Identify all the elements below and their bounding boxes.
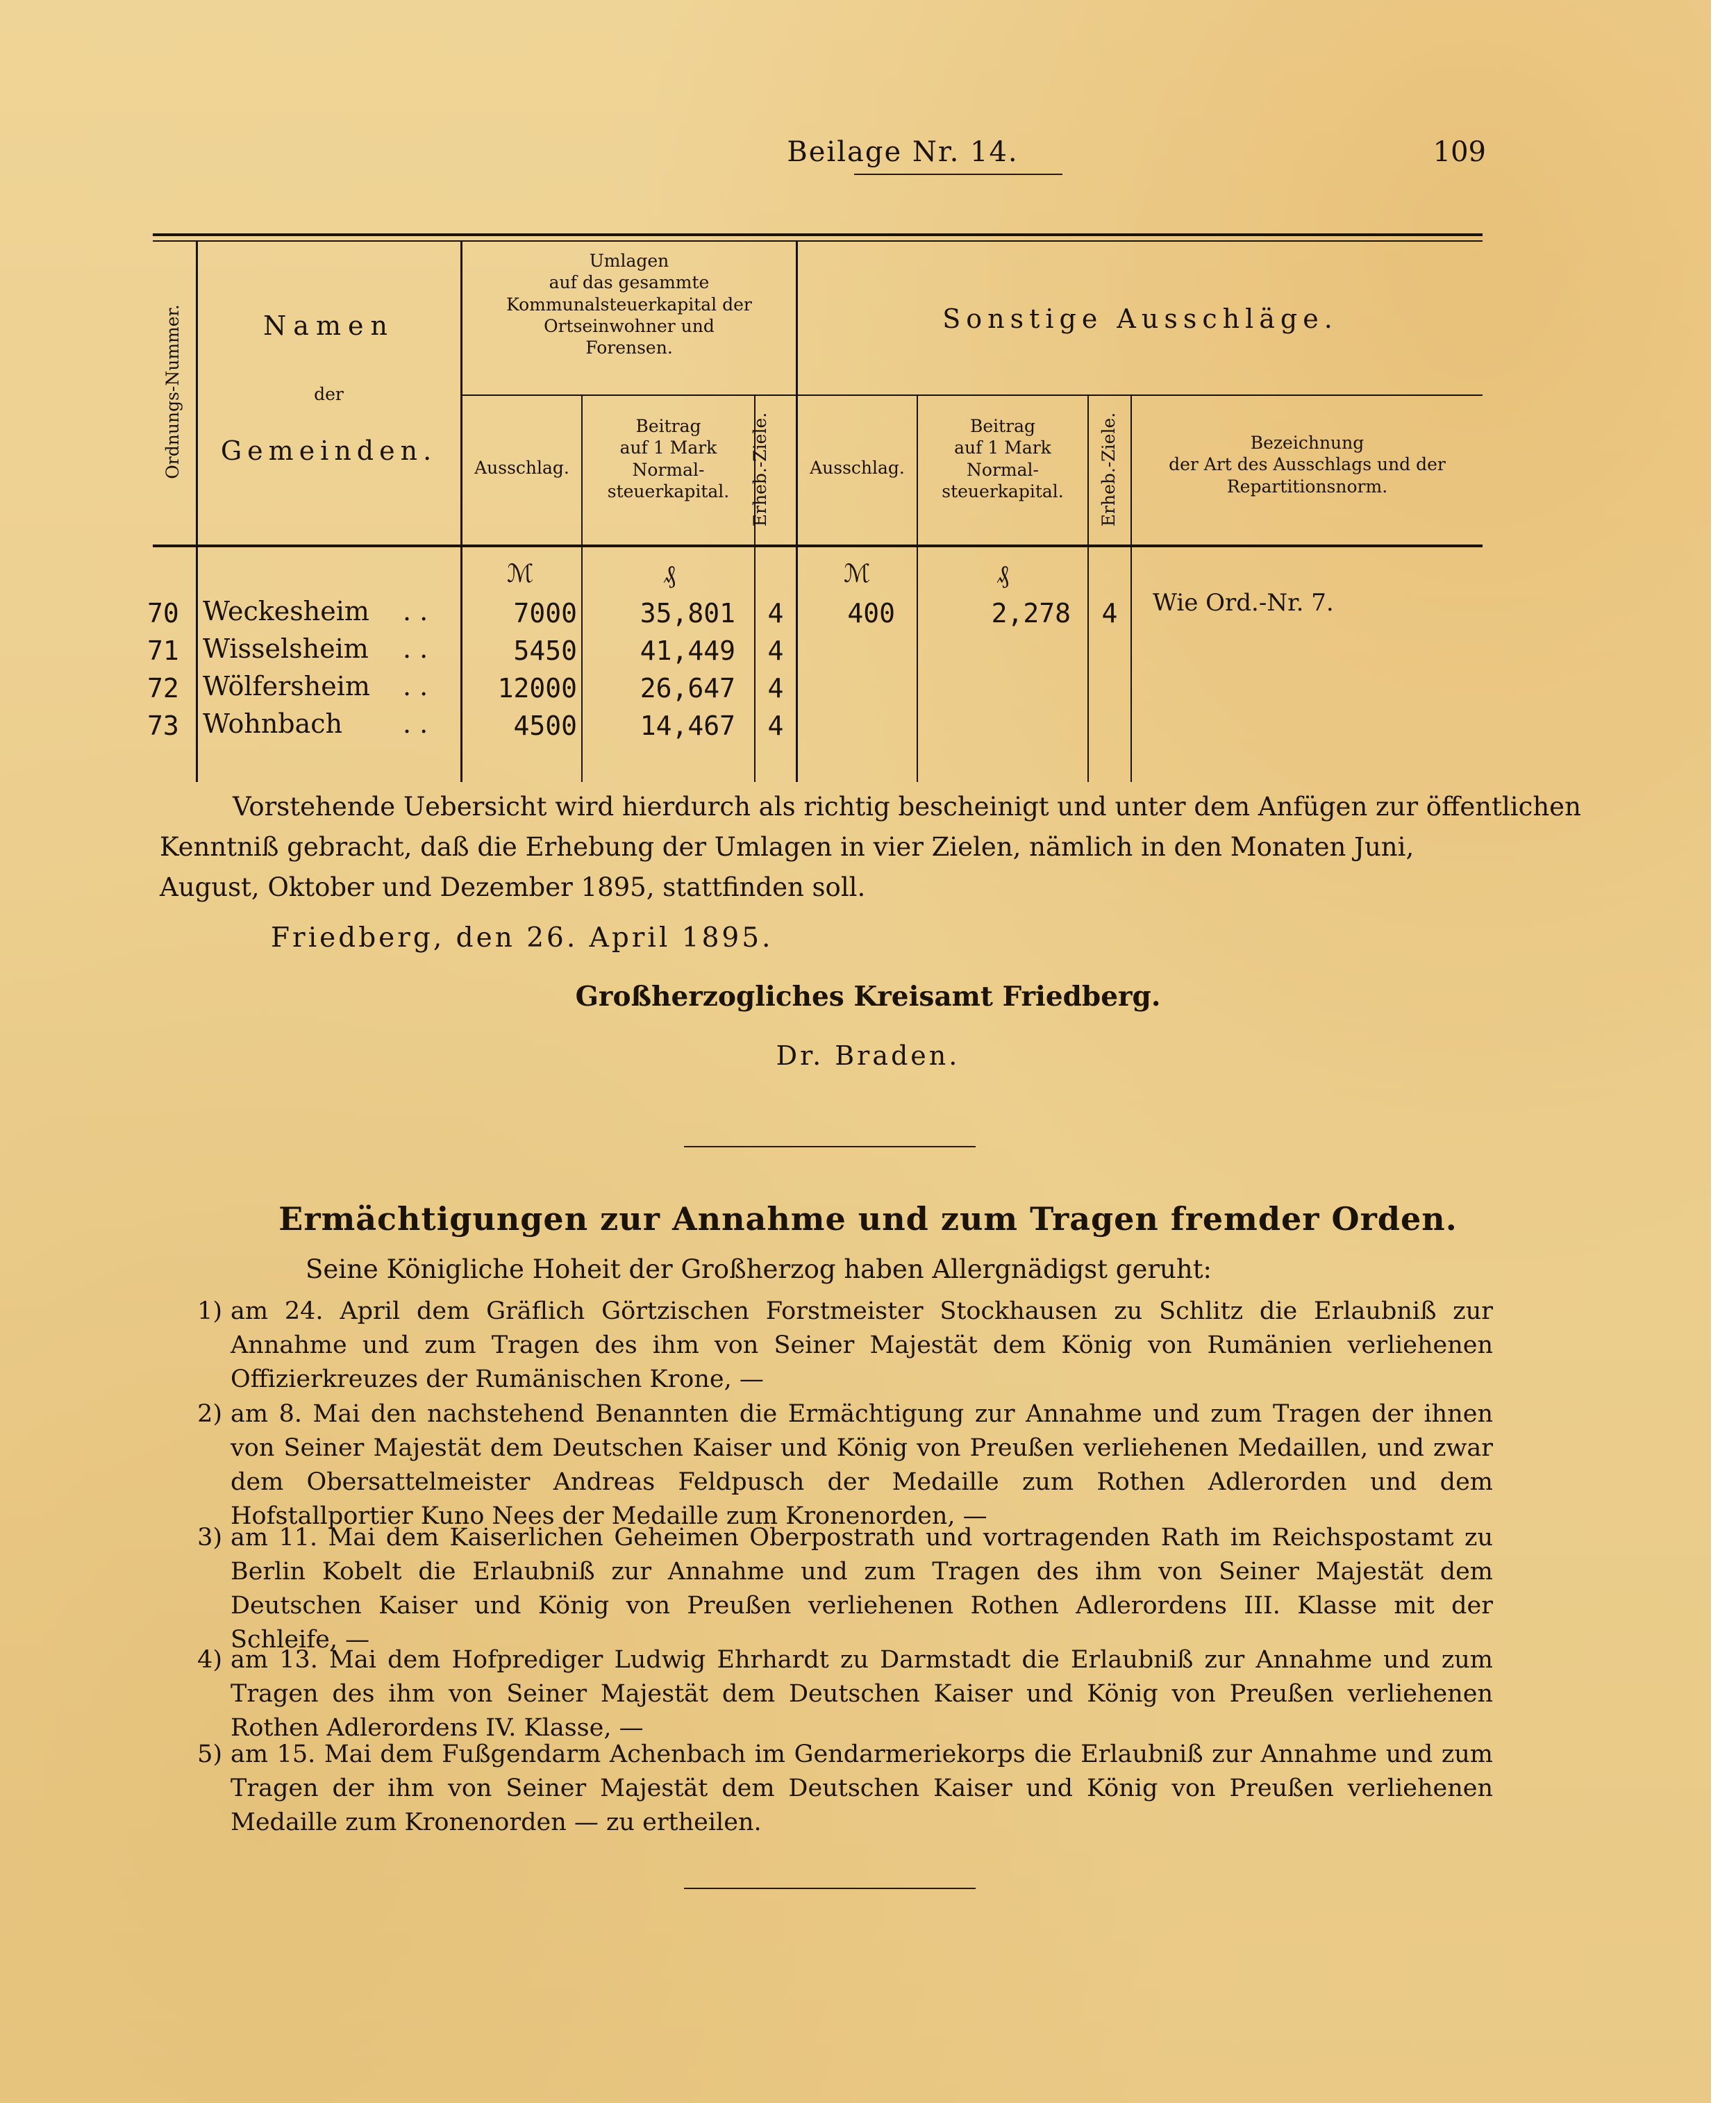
s-beitrag-line-4: steuerkapital. — [942, 481, 1064, 501]
bezeichnung-line-2: der Art des Ausschlags und der — [1169, 454, 1446, 475]
row-70-no: 70 — [147, 598, 179, 629]
sub-header-s-ausschlag: Ausschlag. — [810, 458, 905, 478]
list-item — [181, 1295, 1493, 1399]
row-73-ziele: 4 — [767, 710, 784, 741]
umlagen-line-4: Ortseinwohner und — [544, 315, 715, 336]
place-date: Friedberg, den 26. April 1895. — [271, 922, 774, 954]
sub-header-ausschlag: Ausschlag. — [474, 458, 569, 478]
header-umlagen — [462, 250, 796, 358]
header-sonstige-ausschlaege: Sonstige Ausschläge. — [942, 304, 1338, 334]
table-top-rule — [153, 233, 1483, 236]
signature: Dr. Braden. — [776, 1040, 960, 1071]
table-top-rule-thin — [153, 240, 1483, 242]
umlagen-line-2: auf das gesammte — [549, 272, 710, 293]
item-text: am 8. Mai den nachstehend Benannten die Ermächtigung zur Annahme und zum Tragen der ihnen von Seiner Majestät dem Deutschen Kaiser und König von Preußen verliehenen Medaillen, und zwar dem Obersattelmeister Andreas Feldpusch der Medaille zum Rothen Adlerorden und dem Hofstallportier Kuno Nees der Medaille zum Kronenorden, — — [231, 1400, 1493, 1530]
s-beitrag-line-2: auf 1 Mark — [954, 438, 1051, 458]
beitrag-line-4: steuerkapital. — [607, 481, 730, 501]
page-number: 109 — [1433, 136, 1486, 168]
unit-pfennig: ₰ — [663, 560, 676, 589]
title-underline — [854, 174, 1062, 175]
umlagen-line-3: Kommunalsteuerkapital der — [506, 294, 752, 315]
header-ordnungs-nummer: Ordnungs-Nummer. — [162, 304, 183, 479]
list-item — [181, 1738, 1493, 1842]
list-item — [181, 1643, 1493, 1747]
row-72-dots: . . — [403, 671, 428, 701]
unit-mark-s: ℳ — [844, 560, 871, 588]
levy-table — [147, 233, 1483, 782]
section-heading: Ermächtigungen zur Annahme und zum Tragen fremder Orden. — [278, 1200, 1458, 1238]
row-73-beitrag: 14,467 — [640, 710, 735, 741]
supplement-title: Beilage Nr. 14. — [787, 136, 1019, 168]
item-number: 4) — [197, 1646, 222, 1674]
row-72-beitrag: 26,647 — [640, 673, 735, 704]
notice-line-3: August, Oktober und Dezember 1895, stattfinden soll. — [160, 872, 866, 902]
bezeichnung-line-1: Bezeichnung — [1250, 433, 1364, 453]
row-71-no: 71 — [147, 635, 179, 666]
page-header — [139, 136, 1486, 185]
row-71-name: Wisselsheim — [203, 633, 369, 664]
item-number: 2) — [197, 1400, 222, 1428]
row-70-s-ziele: 4 — [1101, 598, 1118, 629]
notice-line-1: Vorstehende Uebersicht wird hierdurch als richtig bescheinigt und unter dem Anfügen zur öffentlichen — [233, 792, 1581, 822]
row-70-s-beitrag: 2,278 — [991, 598, 1071, 629]
s-beitrag-line-3: Normal- — [967, 459, 1039, 480]
row-70-name: Weckesheim — [203, 596, 369, 626]
row-71-ziele: 4 — [767, 635, 784, 666]
row-70-bezeichnung: Wie Ord.-Nr. 7. — [1153, 589, 1334, 617]
separator-1 — [684, 1146, 976, 1147]
row-71-beitrag: 41,449 — [640, 635, 735, 666]
unit-pfennig-s: ₰ — [996, 560, 1009, 589]
sub-header-bezeichnung — [1132, 432, 1483, 497]
row-70-s-ausschlag: 400 — [847, 598, 895, 629]
bezeichnung-line-3: Repartitionsnorm. — [1226, 476, 1388, 497]
notice-line-2: Kenntniß gebracht, daß die Erhebung der Umlagen in vier Zielen, nämlich in den Monaten Juni, — [160, 832, 1414, 862]
item-text: am 24. April dem Gräflich Görtzischen Forstmeister Stockhausen zu Schlitz die Erlaubniß zur Annahme und zum Tragen des ihm von Seiner Majestät dem König von Rumänien verliehenen Offizierkreuzes der Rumänischen Krone, — — [231, 1297, 1493, 1393]
item-text: am 11. Mai dem Kaiserlichen Geheimen Oberpostrath und vortragenden Rath im Reichspostamt zu Berlin Kobelt die Erlaubniß zur Annahme und zum Tragen des ihm von Seiner Majestät dem Deutschen Kaiser und König von Preußen verliehenen Rothen Adlerordens III. Klasse mit der Schleife, — — [231, 1524, 1493, 1654]
item-text: am 15. Mai dem Fußgendarm Achenbach im Gendarmeriekorps die Erlaubniß zur Annahme und zum Tragen der ihm von Seiner Majestät dem Deutschen Kaiser und König von Preußen verliehenen Medaille zum Kronenorden — zu ertheilen. — [231, 1740, 1493, 1836]
item-number: 1) — [197, 1297, 222, 1325]
item-number: 3) — [197, 1524, 222, 1552]
header-der: der — [314, 384, 344, 404]
section-intro: Seine Königliche Hoheit der Großherzog haben Allergnädigst geruht: — [306, 1254, 1212, 1284]
row-72-ziele: 4 — [767, 673, 784, 704]
header-gemeinden: Gemeinden. — [220, 435, 437, 466]
row-73-ausschlag: 4500 — [513, 710, 577, 741]
separator-2 — [684, 1888, 976, 1889]
sub-header-beitrag — [583, 415, 754, 502]
item-text: am 13. Mai dem Hofprediger Ludwig Ehrhardt zu Darmstadt die Erlaubniß zur Annahme und zum Tragen des ihm von Seiner Majestät dem Deutschen Kaiser und König von Preußen verliehenen Rothen Adlerordens IV. Klasse, — — [231, 1646, 1493, 1742]
table-subheader-rule — [462, 394, 1483, 396]
umlagen-line-5: Forensen. — [585, 338, 673, 358]
issuing-authority: Großherzogliches Kreisamt Friedberg. — [575, 981, 1161, 1013]
s-beitrag-line-1: Beitrag — [969, 416, 1036, 436]
list-item — [181, 1521, 1493, 1660]
vline-1 — [196, 240, 198, 782]
list-item — [181, 1397, 1493, 1536]
sub-header-s-erheb-ziele: Erheb.-Ziele. — [1099, 412, 1119, 527]
umlagen-line-1: Umlagen — [589, 251, 669, 271]
sub-header-erheb-ziele: Erheb.-Ziele. — [750, 412, 770, 527]
vline-7 — [1087, 396, 1089, 782]
row-70-beitrag: 35,801 — [640, 598, 735, 629]
row-72-ausschlag: 12000 — [497, 673, 577, 704]
sub-header-s-beitrag — [918, 415, 1087, 502]
row-73-name: Wohnbach — [203, 708, 343, 739]
row-70-dots: . . — [403, 596, 428, 626]
row-70-ziele: 4 — [767, 598, 784, 629]
row-71-ausschlag: 5450 — [513, 635, 577, 666]
beitrag-line-2: auf 1 Mark — [619, 438, 717, 458]
beitrag-line-3: Normal- — [632, 459, 705, 480]
row-72-name: Wölfersheim — [203, 671, 370, 701]
row-72-no: 72 — [147, 673, 179, 704]
row-73-no: 73 — [147, 710, 179, 741]
row-73-dots: . . — [403, 708, 428, 739]
header-namen: Namen — [263, 310, 394, 341]
table-header-bottom-rule — [153, 545, 1483, 547]
item-number: 5) — [197, 1740, 222, 1768]
row-70-ausschlag: 7000 — [513, 598, 577, 629]
row-71-dots: . . — [403, 633, 428, 664]
beitrag-line-1: Beitrag — [635, 416, 701, 436]
unit-mark: ℳ — [507, 560, 534, 588]
